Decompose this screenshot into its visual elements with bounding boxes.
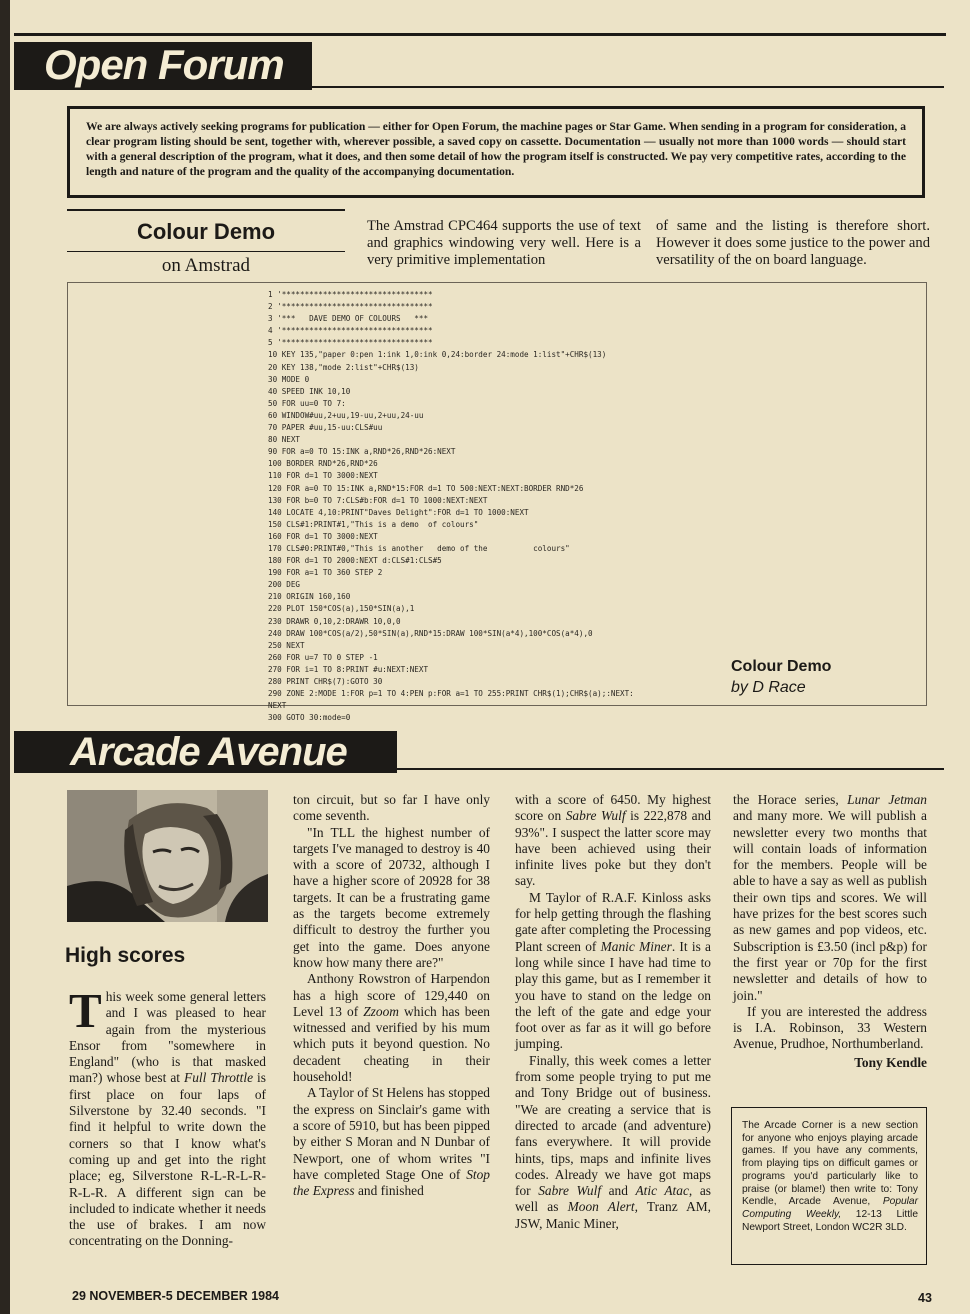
article-column-4 — [733, 792, 927, 1071]
paragraph: ton circuit, but so far I have only come seventh. — [293, 792, 490, 824]
top-rule — [14, 33, 946, 36]
columnist-photo — [67, 790, 268, 922]
arcade-avenue-rule — [397, 768, 944, 770]
game-title: Atic Atac — [635, 1183, 689, 1199]
colour-demo-subtitle: on Amstrad — [161, 255, 251, 276]
game-title: Sabre Wulf — [565, 808, 626, 824]
game-title: Sabre Wulf — [538, 1183, 602, 1199]
listing-credit-title: Colour Demo — [731, 658, 832, 675]
game-title: Zzoom — [363, 1003, 399, 1019]
paragraph — [293, 1085, 490, 1199]
open-forum-rule — [312, 86, 944, 88]
text-run: Tranz AM, JSW, Manic Miner, — [515, 1199, 712, 1231]
footer-page-number: 43 — [918, 1291, 932, 1305]
colour-demo-intro-col2: of same and the listing is therefore short. However it does some justice to the power and versatility of the on board language. — [656, 218, 930, 268]
article-column-2 — [293, 792, 490, 1199]
text-run: is 222,878 and 93%". I suspect the latter score may have been achieved using their infinite lives poke but they don't say. — [515, 808, 711, 889]
article-column-3 — [515, 792, 711, 1232]
text-run: his week some general letters and I was pleased to hear again from the mysterious Ensor from "somewhere in England" (who is that masked man?) whose best at — [69, 989, 266, 1086]
game-title: Manic Miner — [600, 938, 672, 954]
text-run: the Horace series, — [733, 792, 848, 807]
text-run: with a score of 6450. My highest score on — [515, 792, 711, 824]
colour-demo-heading — [67, 209, 345, 277]
paragraph — [515, 792, 711, 890]
paragraph: If you are interested the address is I.A. Robinson, 33 Western Avenue, Prudhoe, Northumberland. — [733, 1003, 927, 1052]
colour-demo-intro-col1: The Amstrad CPC464 supports the use of text and graphics windowing very well. Here is a very primitive implementation — [367, 218, 641, 268]
text-run: Finally, this week comes a letter from some people trying to put me and Tony Bridge out of business. "We are creating a service that is directed to arcade (and adventure) fans everywhere. It will provide hints, tips, maps and infinite lives codes. Already we have got maps for — [515, 1052, 711, 1199]
text-run: Anthony Rowstron of Harpendon has a high score of 129,440 on Level 13 of — [293, 971, 490, 1019]
open-forum-intro-box: We are always actively seeking programs for publication — either for Open Forum, the machine pages or Star Game. When sending in a program for consideration, a clear program listing should be sent, together with, wherever possible, a saved copy on cassette. Documentation — usually not more than 1000 words — should start with a general description of the program, what it does, and then some detail of how the program itself is constructed. We pay very competitive rates, according to the length and nature of the program and the quality of the accompanying documentation. — [67, 106, 925, 198]
text-run: 12-13 Little Newport Street, London WC2R 3LD. — [742, 1208, 918, 1233]
footer-issue-date: 29 NOVEMBER-5 DECEMBER 1984 — [72, 1289, 280, 1303]
paragraph — [515, 1053, 711, 1232]
text-run: . It is a long while since I have had time to play this game, but as I remember it you have to stand on the ledge on the left of the gate and edge your foot over as far as it will go before jumping. — [515, 938, 711, 1052]
author-signature: Tony Kendle — [854, 1054, 927, 1070]
text-run: and many more. We will publish a newsletter every two months that will contain loads of information for the members. People will be able to have a say as well as publish their own tips and scores. We will have prizes for the best scores such as new games and pop videos, etc. Subscription is £3.50 (incl p&p) for the first year or 70p for the first newsletter and details of how to join." — [733, 808, 927, 1003]
text-run: and — [601, 1183, 636, 1199]
paragraph — [293, 971, 490, 1085]
heading-rule-mid — [67, 251, 345, 252]
text-run: which has been witnessed and verified by his mum which puts it beyond question. No decadent cheating in their household! — [293, 1003, 490, 1085]
text-run: is first place on four laps of Silverstone by 32.40 seconds. "I find it helpful to write down the corners so that I know what's coming up and get into the right place; eg, Silverstone R-L-R-L-R-R-L-R. A different sign can be included to indicate whether it needs the use of brakes. I am now concentrating on the Donning- — [69, 1070, 266, 1249]
paragraph — [733, 792, 927, 1004]
listing-credit-author: by D Race — [731, 679, 806, 696]
high-scores-heading: High scores — [65, 944, 186, 967]
game-title: Stop the Express — [293, 1166, 490, 1199]
game-title: Lunar Jetman — [847, 792, 927, 807]
text-run: and finished — [354, 1183, 424, 1199]
paragraph: "In TLL the highest number of targets I've managed to destroy is 40 with a score of 20732, although I have a higher score of 20928 for 38 targets. It can be a frustrating game as the targets become extremely difficult to destroy the further you get into the game. Does anyone know how many there are?" — [293, 824, 490, 970]
article-column-1 — [69, 983, 266, 1250]
arcade-corner-info-box — [731, 1107, 927, 1265]
page-spine-shadow — [0, 0, 10, 1314]
colour-demo-title: Colour Demo — [136, 219, 276, 244]
program-listing: 1 '********************************* 2 '********************************* 3 '*** DAVE DEMO OF COLOURS *** 4 '********************************* 5 '********************************* 10 KEY 135,"paper 0:pen 1:ink 1,0:ink 0,24:border 24:mode 1:list"+CHR$(13) 20 KEY 138,"mode 2:list"+CHR$(13) 30 MODE 0 40 SPEED INK 10,10 50 FOR uu=0 TO 7: 60 WINDOW#uu,2+uu,19-uu,2+uu,24-uu 70 PAPER #uu,15-uu:CLS#uu 80 NEXT 90 FOR a=0 TO 15:INK a,RND*26,RND*26:NEXT 100 BORDER RND*26,RND*26 110 FOR d=1 TO 3000:NEXT 120 FOR a=0 TO 15:INK a,RND*15:FOR d=1 TO 500:NEXT:NEXT:BORDER RND*26 130 FOR b=0 TO 7:CLS#b:FOR d=1 TO 1000:NEXT:NEXT 140 LOCATE 4,10:PRINT"Daves Delight":FOR d=1 TO 1000:NEXT 150 CLS#1:PRINT#1,"This is a demo of colours" 160 FOR d=1 TO 3000:NEXT 170 CLS#0:PRINT#0,"This is another demo of the colours" 180 FOR d=1 TO 2000:NEXT d:CLS#1:CLS#5 190 FOR a=1 TO 360 STEP 2 200 DEG 210 ORIGIN 160,160 220 PLOT 150*COS(a),150*SIN(a),1 230 DRAWR 0,10,2:DRAWR 10,0,0 240 DRAW 100*COS(a/2),50*SIN(a),RND*15:DRAW 100*SIN(a*4),100*COS(a*4),0 250 NEXT 260 FOR u=7 TO 0 STEP -1 270 FOR i=1 TO 8:PRINT #u:NEXT:NEXT 280 PRINT CHR$(7):GOTO 30 290 ZONE 2:MODE 1:FOR p=1 TO 4:PEN p:FOR a=1 TO 255:PRINT CHR$(1);CHR$(a);:NEXT: NEXT 300 GOTO 30:mode=0 — [268, 290, 634, 723]
magazine-title: Popular Computing Weekly, — [742, 1196, 918, 1220]
text-run: M Taylor of R.A.F. Kinloss asks for help getting through the flashing gate after completing the Processing Plant screen of — [515, 889, 711, 954]
text-run: A Taylor of St Helens has stopped the express on Sinclair's game with a score of 5910, but has been pipped by either S Moran and N Dunbar of Newport, one of whom writes "I have completed Stage One of — [293, 1085, 490, 1182]
arcade-avenue-banner: Arcade Avenue — [14, 731, 397, 773]
heading-rule-top — [67, 209, 345, 211]
text-run: The Arcade Corner is a new section for anyone who enjoys playing arcade games. If you have any comments, from playing tips on difficult games or programs you'd particularly like to praise (or blame!) then write to: Tony Kendle, Arcade Avenue, — [742, 1120, 918, 1208]
game-title: Moon Alert, — [567, 1199, 638, 1215]
drop-cap: T — [69, 983, 102, 1038]
paragraph — [515, 890, 711, 1053]
open-forum-banner: Open Forum — [14, 42, 312, 90]
text-run: , as well as — [515, 1183, 711, 1215]
game-title: Full Throttle — [184, 1070, 254, 1086]
